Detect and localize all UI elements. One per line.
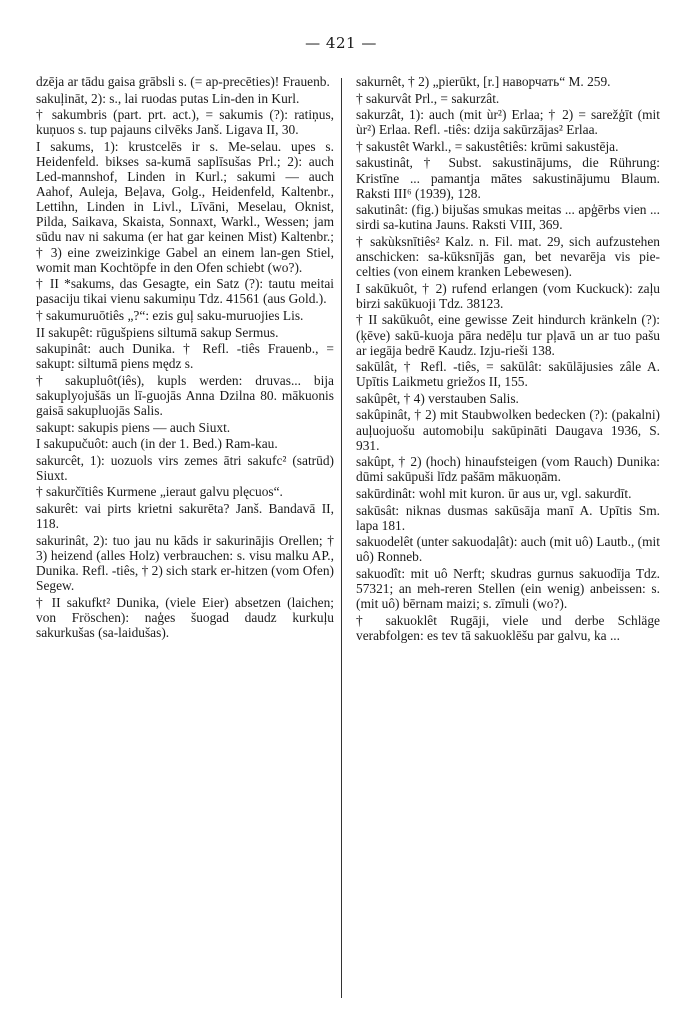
- dictionary-entry: I sakums, 1): krustcelēs ir s. Me-selau. upes s. Heidenfeld. bikses sa-kumā saplīsušas Prl.; 2): auch Led-mannshof, Linden in Kurl.; sakumi — auch Aahof, Auleja, Beļava, Golg., Heidenfeld, Kaltenbr., Lettihn, Linden in Livl., Līvāni, Meselau, Oknist, Pilda, Saikava, Skaista, Sonnaxt, Warkl., Wessen; jam sūdu nav ni sakuma (er hat gar keinen Mist) Kaltenbr.; † 3) eine zweizinkige Gabel an einem lan-gen Stiel, womit man Kochtöpfe in den Ofen schiebt (wo?).: [36, 138, 334, 275]
- dictionary-entry: sakūlât, † Refl. -tiês, = sakūlât: sakūlājusies zâle A. Upītis Laikmetu griežos II, 155.: [356, 359, 660, 390]
- column-divider: [341, 78, 342, 998]
- dictionary-entry: † sakurčītiês Kurmene „ieraut galvu plęcuos“.: [36, 484, 283, 500]
- dictionary-entry: sakūrdinât: wohl mit kuron. ūr aus ur, vgl. sakurdīt.: [356, 485, 632, 501]
- dictionary-entry: sakûpinât, † 2) mit Staubwolken bedecken (?): (pakalni) auļuojuošu automobiļu sakūpināti Daugava 1936, S. 931.: [356, 407, 660, 453]
- dictionary-entry: sakûpt, † 2) (hoch) hinaufsteigen (vom Rauch) Dunika: dūmi sakūpuši līdz pašām mākuoņām.: [356, 454, 660, 485]
- dictionary-entry: † sakupluôt(iês), kupls werden: druvas... bija sakuplуojušās un lī-guojās Anna Dzilna 80. mākuonis gaisā sakupluojās Salis.: [36, 372, 334, 418]
- dictionary-entry: sakūsât: niknas dusmas sakūsāja manī A. Upītis Sm. lapa 181.: [356, 502, 660, 533]
- dictionary-entry: II sakupêt: rūgušpiens siltumā sakup Sermus.: [36, 324, 279, 340]
- dictionary-entry: † sakùksnītiês² Kalz. n. Fil. mat. 29, sich aufzustehen anschicken: sa-kūksnījās gan, bet nevarēja vis pie-celties (von einem kranken Lebewesen).: [356, 233, 660, 280]
- dictionary-entry: sakuodelêt (unter sakuodaļât): auch (mit uô) Lautb., (mit uô) Ronneb.: [356, 534, 660, 565]
- dictionary-entry: I sakūkuôt, † 2) rufend erlangen (vom Kuckuck): zaļu birzi sakūkuoji Tdz. 38123.: [356, 280, 660, 311]
- dictionary-entry: dzēja ar tādu gaisa grābsli s. (= ap-precēties)! Frauenb.: [36, 74, 330, 89]
- dictionary-entry: sakustinât, † Subst. sakustinājums, die Rührung: Kristīne ... pamantja mātes sakustinājumu Blaum. Raksti III⁶ (1939), 128.: [356, 155, 660, 201]
- dictionary-entry: sakurcêt, 1): uozuols virs zemes ātri sakufc² (satrūd) Siuxt.: [36, 452, 334, 483]
- dictionary-entry: † sakustêt Warkl., = sakustêtiês: krūmi sakustēja.: [356, 138, 619, 154]
- left-column: [36, 74, 334, 1000]
- dictionary-entry: † II sakūkuôt, eine gewisse Zeit hindurch kränkeln (?): (ķēve) sakū-kuoja pāra nedēļu tur pļavā un ar tuo pašu ar iegāja bedrē Kaudz. Izju-rieši 138.: [356, 312, 660, 358]
- right-column: [356, 74, 660, 1000]
- dictionary-entry: sakupt: sakupis piens — auch Siuxt.: [36, 419, 231, 435]
- dictionary-entry: sakutinât: (fig.) bijušas smukas meitas ... apģērbs vien ... sirdi sa-kutina Jauns. Raksti VIII, 369.: [356, 202, 660, 233]
- dictionary-entry: sakurzât, 1): auch (mit ùr²) Erlaa; † 2) = sarežģīt (mit ùr²) Erlaa. Refl. -tiês: dzija sakūrzājas² Erlaa.: [356, 107, 660, 138]
- dictionary-entry: sakuļināt, 2): s., lai ruodas putas Lin-den in Kurl.: [36, 90, 300, 106]
- dictionary-entry: † II *sakums, das Gesagte, ein Satz (?): tautu meitai pasaciju tikai vienu sakumiņu Tdz. 41561 (aus Gold.).: [36, 276, 334, 307]
- dictionary-entry: sakupinât: auch Dunika. † Refl. -tiês Frauenb., = sakupt: siltumā piens mędz s.: [36, 341, 334, 372]
- dictionary-entry: † sakuoklêt Rugāji, viele und derbe Schläge verabfolgen: es tev tā sakuoklēšu par galvu, ka ...: [356, 612, 660, 643]
- dictionary-entry: sakurinât, 2): tuo jau nu kāds ir sakurinājis Orellen; † 3) heizend (alles Holz) verbrauchen: s. visu malku AP., Dunika. Refl. -tiês, † 2) sich stark er-hitzen (vom Ofen) Segew.: [36, 532, 334, 593]
- dictionary-entry: I sakupučuôt: auch (in der 1. Bed.) Ram-kau.: [36, 436, 278, 452]
- page-number: — 421 —: [305, 34, 377, 52]
- dictionary-entry: † II sakufkt² Dunika, (viele Eier) absetzen (laichen; von Fröschen): naģes šuogad daudz kurkuļu sakurkušas (sa-laidušas).: [36, 594, 334, 640]
- dictionary-entry: sakurêt: vai pirts krietni sakurēta? Janš. Bandavā II, 118.: [36, 501, 334, 532]
- dictionary-entry: sakuodît: mit uô Nerft; skudras gurnus sakuodīja Tdz. 57321; an meh-reren Stellen (ein wenig) anbeissen: s. (mit uô) bērnam maizi; s. zīmuli (wo?).: [356, 565, 660, 612]
- dictionary-entry: sakurnêt, † 2) „pierūkt, [r.] наворчать“ M. 259.: [356, 74, 611, 89]
- dictionary-entry: † sakurvât Prl., = sakurzât.: [356, 90, 500, 106]
- dictionary-entry: † sakumbris (part. prt. act.), = sakumis (?): ratiņus, kuņuos s. tup pajauns cilvēks Janš. Ligava II, 30.: [36, 107, 334, 138]
- dictionary-entry: † sakumuruōtiês „?“: ezis guļ saku-muruojies Lis.: [36, 307, 304, 323]
- dictionary-entry: sakûpêt, † 4) verstauben Salis.: [356, 390, 519, 406]
